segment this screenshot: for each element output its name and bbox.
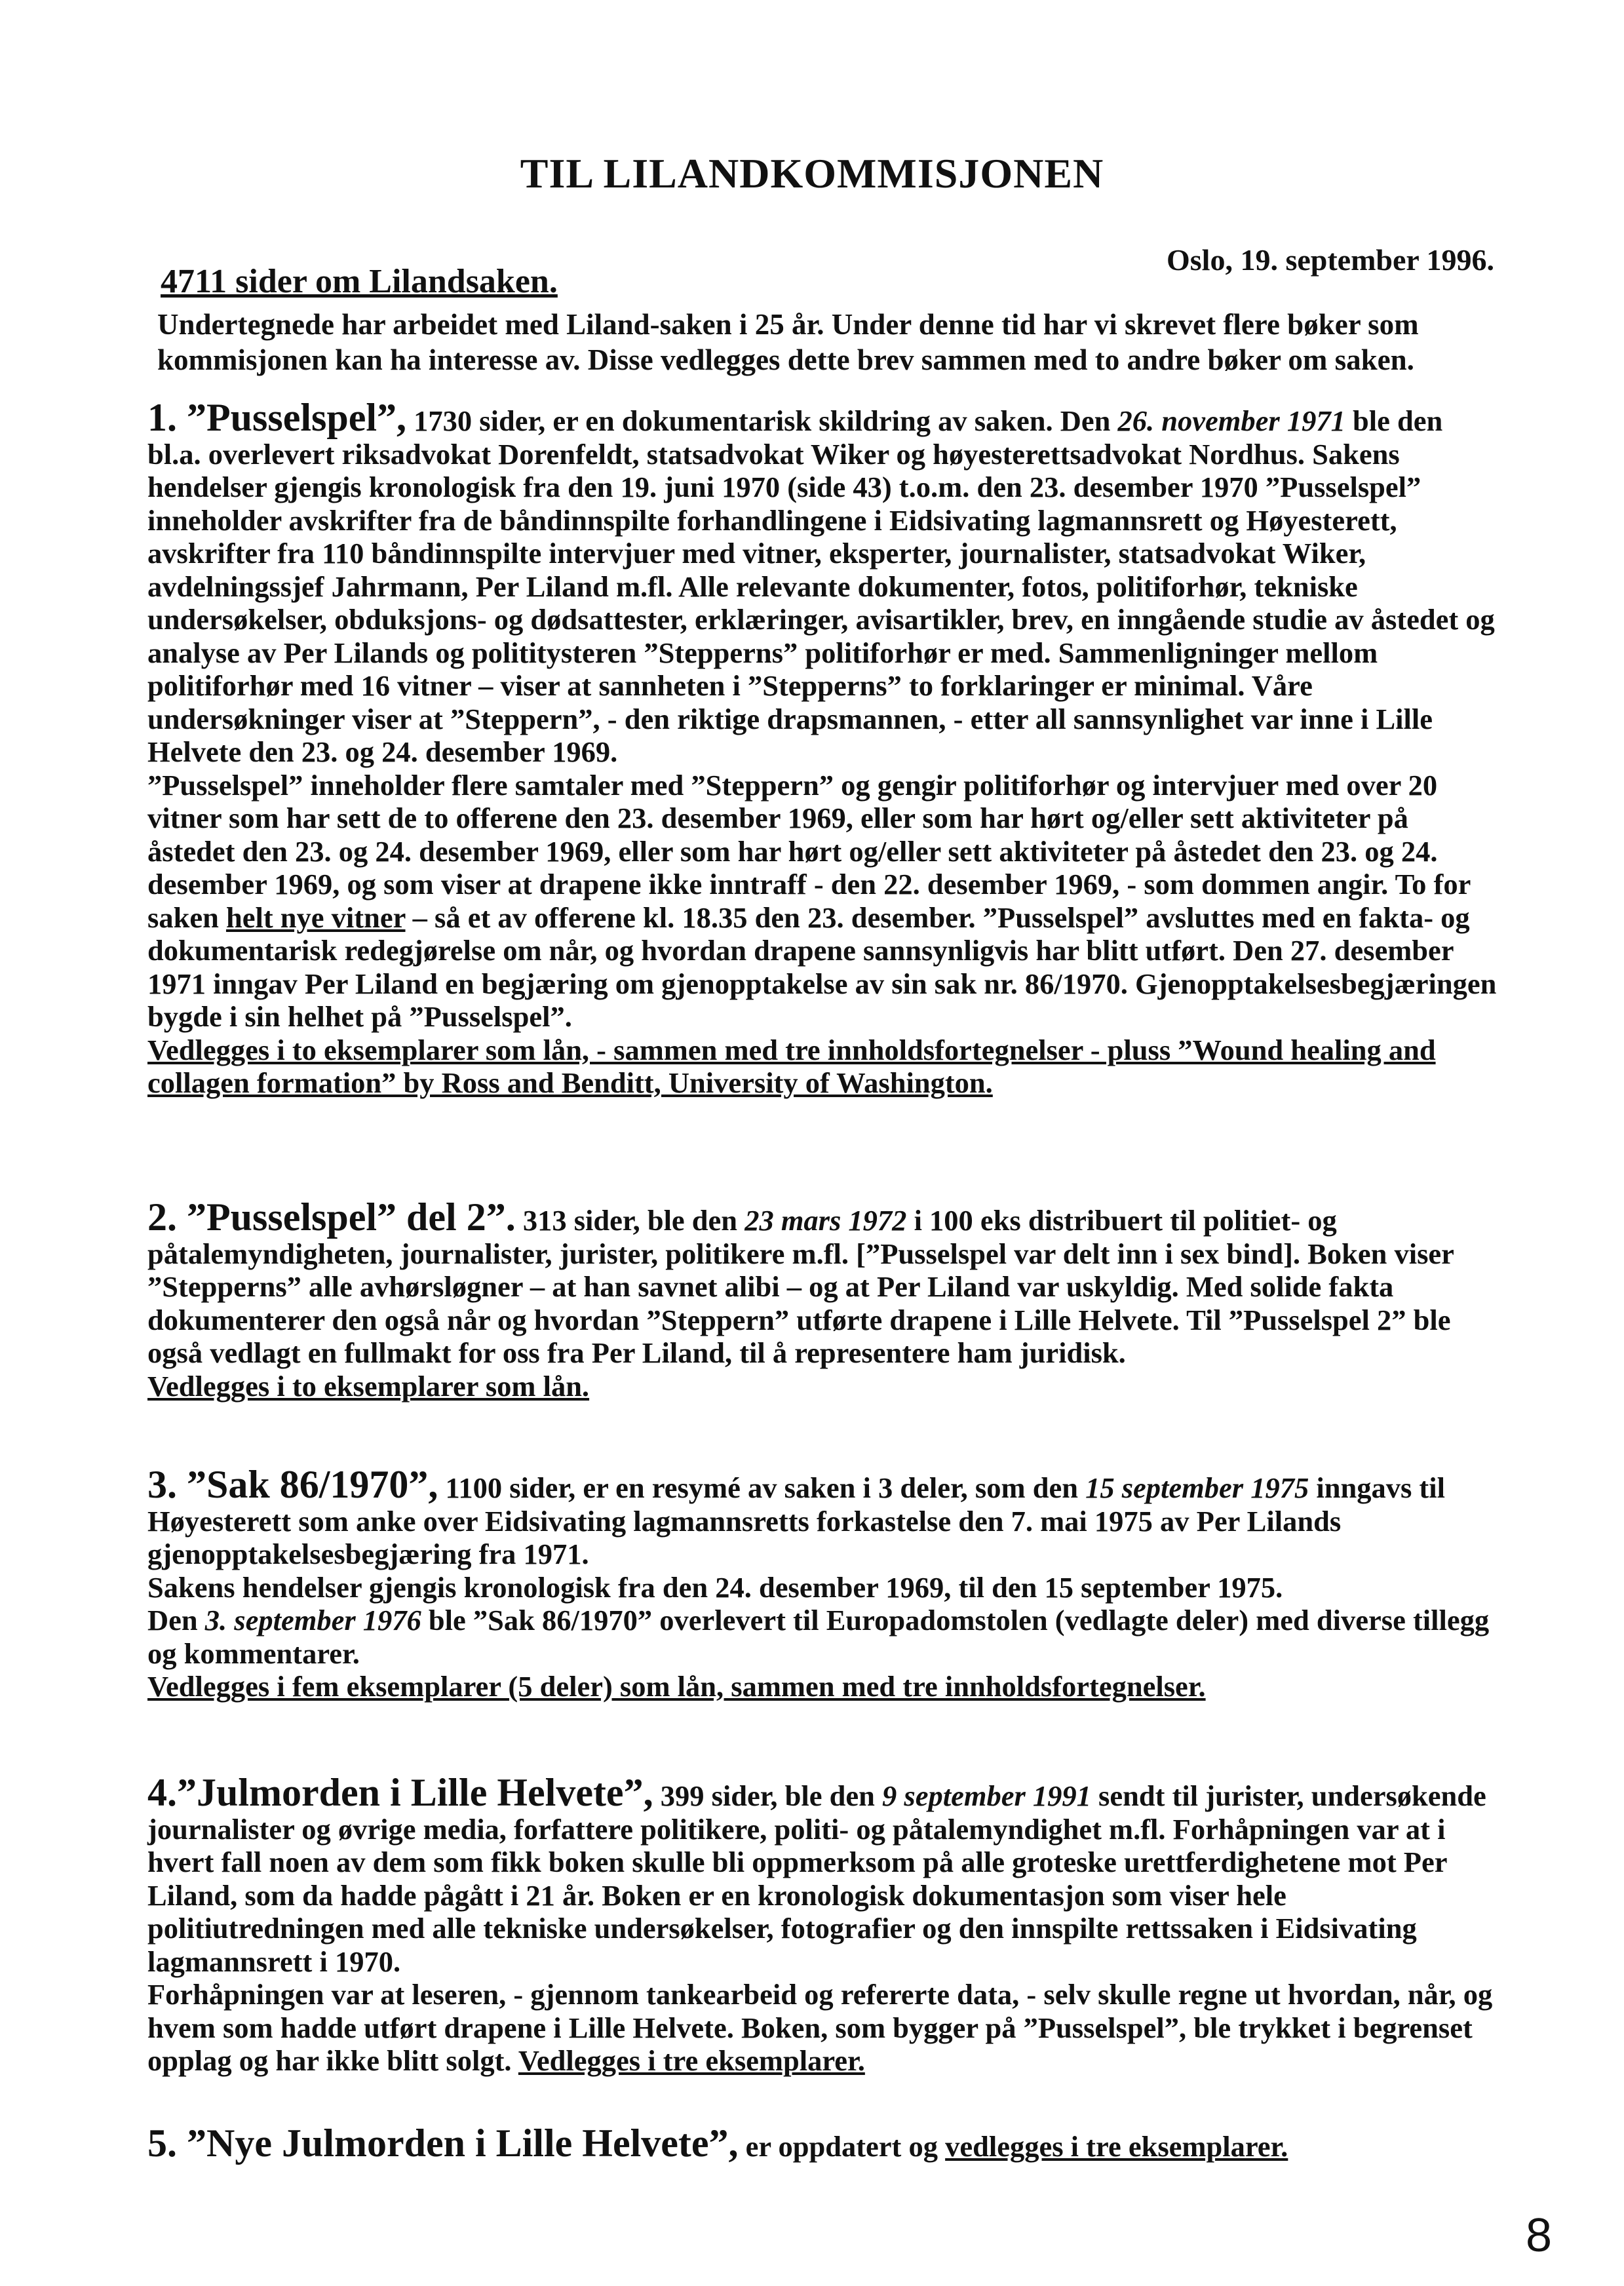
section-julmorden (147, 1771, 1501, 2078)
section-1-date: 26. november 1971 (1117, 404, 1345, 437)
section-3-p3-text-cont: ble ”Sak 86/1970” overlevert til Europadomstolen (vedlagte deler) med diverse tillegg og kommentarer. (147, 1604, 1490, 1670)
section-2-body (147, 1195, 1501, 1370)
section-1-enclosure: Vedlegges i to eksemplarer som lån, - sammen med tre innholdsfortegnelser - pluss ”Wound healing and collagen formation” by Ross and Benditt, University of Washington. (147, 1033, 1436, 1099)
section-3-text: 1100 sider, er en resymé av saken i 3 deler, som den (438, 1471, 1086, 1504)
section-4-body (147, 1771, 1501, 1978)
section-1-p2-text: ”Pusselspel” inneholder flere samtaler med ”Steppern” og gengir politiforhør og intervjuer med over 20 vitner som har sett de to offerene den 23. desember 1969, eller som har hørt og/eller sett aktiviteter på åstedet den 23. og 24. desember 1969, eller som har hørt og/eller sett aktiviteter på åstedet den 23. og 24. desember 1969, og som viser at drapene ikke inntraff - den 22. desember 1969, - som dommen angir. To for saken (147, 768, 1471, 934)
section-3-p3-text: Den (147, 1604, 205, 1637)
letter-title: TIL LILANDKOMMISJONEN (520, 150, 1104, 197)
section-2-text: 313 sider, ble den (515, 1204, 745, 1237)
section-1-text-cont: ble den bl.a. overlevert riksadvokat Dorenfeldt, statsadvokat Wiker og høyesterettsadvokat Nordhus. Sakens hendelser gjengis kronologisk fra den 19. juni 1970 (side 43) t.o.m. den 23. desember 1970 ”Pusselspel” inneholder avskrifter fra de båndinnspilte forhandlingene i Eidsivating lagmannsrett og Høyesterett, avskrifter fra 110 båndinnspilte intervjuer med vitner, eksperter, journalister, statsadvokat Wiker, avdelningssjef Jahrmann, Per Liland m.fl. Alle relevante dokumenter, fotos, politiforhør, tekniske undersøkelser, obduksjons- og dødsattester, erklæringer, avisartikler, brev, en inngående studie av åstedet og analyse av Per Lilands og polititysteren ”Stepperns” politiforhør er med. Sammenligninger mellom politiforhør med 16 vitner – viser at sannheten i ”Stepperns” to forklaringer er minimal. Våre undersøkninger viser at ”Steppern”, - den riktige drapsmannen, - etter all sannsynlighet var inne i Lille Helvete den 23. og 24. desember 1969. (147, 404, 1495, 768)
section-1-paragraph-2 (147, 769, 1501, 1034)
section-2-date: 23 mars 1972 (744, 1204, 907, 1237)
section-1-text: 1730 sider, er en dokumentarisk skildring av saken. Den (406, 404, 1118, 437)
section-2-enclosure: Vedlegges i to eksemplarer som lån. (147, 1369, 590, 1403)
intro-paragraph: Undertegnede har arbeidet med Liland-saken i 25 år. Under denne tid har vi skrevet flere bøker som kommisjonen kan ha interesse av. Disse vedlegges dette brev sammen med to andre bøker om saken. (157, 308, 1419, 376)
section-4-heading: 4.”Julmorden i Lille Helvete”, (147, 1771, 653, 1814)
section-3-heading: 3. ”Sak 86/1970”, (147, 1463, 438, 1506)
section-5-body (147, 2121, 1501, 2165)
subject-line: 4711 sider om Lilandsaken. (161, 263, 558, 300)
section-4-date: 9 september 1991 (882, 1779, 1091, 1812)
section-1-body (147, 396, 1501, 769)
section-1-heading: 1. ”Pusselspel”, (147, 396, 407, 439)
section-4-text: 399 sider, ble den (653, 1779, 883, 1812)
section-nye-julmorden (147, 2121, 1501, 2165)
section-pusselspel (147, 396, 1501, 1100)
section-4-paragraph-2 (147, 1978, 1501, 2078)
section-1-p2-text-cont: – så et av offerene kl. 18.35 den 23. desember. ”Pusselspel” avsluttes med en fakta- og dokumentarisk redegjørelse om når, og hvordan drapene sannsynligvis har blitt utført. Den 27. desember 1971 inngav Per Liland en begjæring om gjenopptakelse av sin sak nr. 86/1970. Gjenopptakelsesbegjæringen bygde i sin helhet på ”Pusselspel”. (147, 901, 1497, 1033)
section-2-text-cont: i 100 eks distribuert til politiet- og påtalemyndigheten, journalister, jurister, politikere m.fl. [”Pusselspel var delt inn i sex bind]. Boken viser ”Stepperns” alle avhørsløgner – at han savnet alibi – og at Per Liland var uskyldig. Med solide fakta dokumenterer den også når og hvordan ”Steppern” utførte drapene i Lille Helvete. Til ”Pusselspel 2” ble også vedlagt en fullmakt for oss fra Per Liland, til å representere ham juridisk. (147, 1204, 1454, 1369)
section-3-body (147, 1463, 1501, 1571)
section-2-heading: 2. ”Pusselspel” del 2”. (147, 1195, 516, 1239)
section-5-text: er oppdatert og (738, 2130, 946, 2163)
section-4-enclosure: Vedlegges i tre eksemplarer. (518, 2044, 865, 2077)
section-sak-86-1970 (147, 1463, 1501, 1703)
section-4-p2-text: Forhåpningen var at leseren, - gjennom tankearbeid og refererte data, - selv skulle regne ut hvordan, når, og hvem som hadde utført drapene i Lille Helvete. Boken, som bygger på ”Pusselspel”, ble trykket i begrenset opplag og har ikke blitt solgt. (147, 1978, 1493, 2077)
section-5-heading: 5. ”Nye Julmorden i Lille Helvete”, (147, 2121, 739, 2165)
section-3-enclosure: Vedlegges i fem eksemplarer (5 deler) som lån, sammen med tre innholdsfortegnelser. (147, 1670, 1206, 1703)
dateline: Oslo, 19. september 1996. (1167, 243, 1495, 277)
section-3-text-cont: inngavs til Høyesterett som anke over Eidsivating lagmannsretts forkastelse den 7. mai 1975 av Per Lilands gjenopptakelsesbegjæring fra 1971. (147, 1471, 1445, 1570)
section-3-paragraph-3 (147, 1604, 1501, 1670)
section-pusselspel-2 (147, 1195, 1501, 1403)
section-4-text-cont: sendt til jurister, undersøkende journalister og øvrige media, forfattere politikere, politi- og påtalemyndighet m.fl. Forhåpningen var at i hvert fall noen av dem som fikk boken skulle bli oppmerksom på alle groteske urettferdighetene mot Per Liland, som da hadde pågått i 21 år. Boken er en kronologisk dokumentasjon som viser hele politiutredningen med alle tekniske undersøkelser, fotografier og den innspilte rettssaken i Eidsivating lagmannsrett i 1970. (147, 1779, 1486, 1978)
page-number: 8 (1526, 2209, 1553, 2262)
new-witnesses-underlined: helt nye vitner (225, 901, 406, 934)
section-3-date: 15 september 1975 (1085, 1471, 1309, 1504)
section-3-date-2: 3. september 1976 (204, 1604, 421, 1637)
section-3-paragraph-2: Sakens hendelser gjengis kronologisk fra den 24. desember 1969, til den 15 september 1975. (147, 1570, 1283, 1604)
section-5-enclosure: vedlegges i tre eksemplarer. (945, 2130, 1288, 2163)
